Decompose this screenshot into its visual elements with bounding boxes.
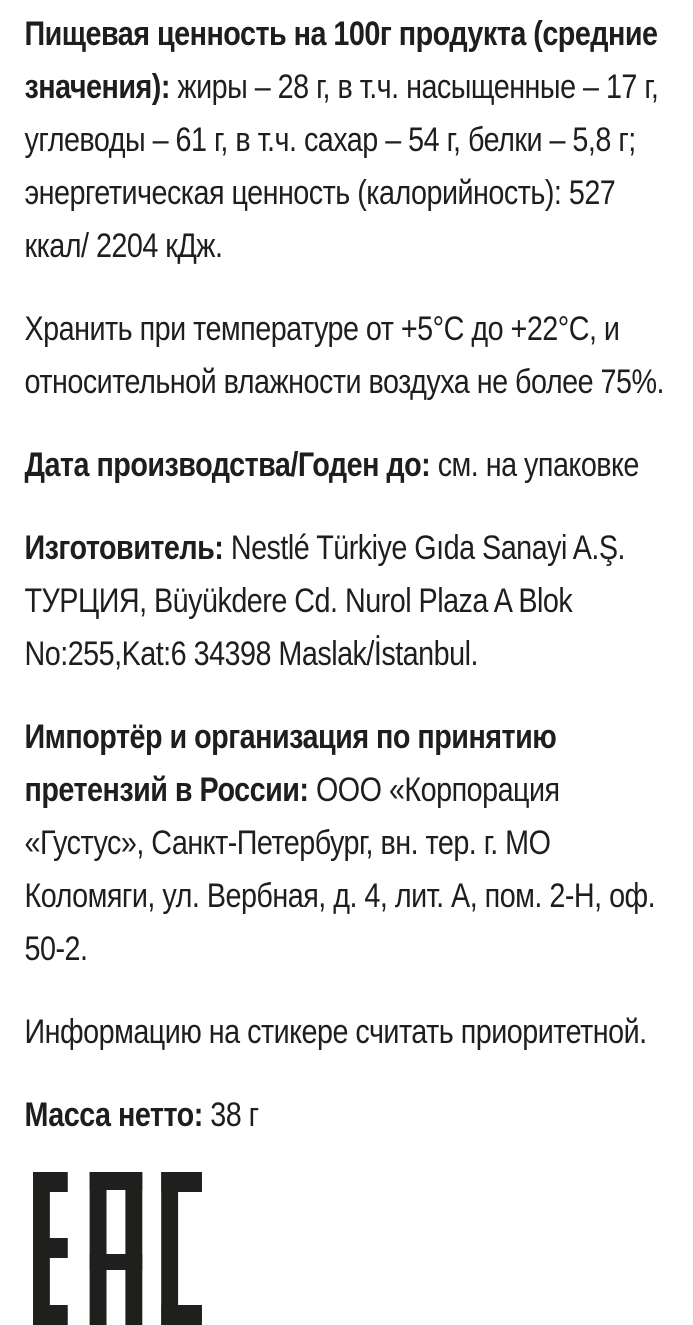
nutrition-info-paragraph: [25, 8, 668, 273]
storage-conditions-paragraph: [25, 303, 668, 409]
sticker-note-text: Информацию на стикере считать приоритетной.: [24, 1013, 647, 1051]
net-weight-paragraph: [25, 1089, 668, 1142]
manufacturer-label: Изготовитель:: [24, 529, 224, 567]
importer-label: Импортёр и организация по принятию претензий в России:: [24, 718, 557, 809]
nutrition-info-text: жиры – 28 г, в т.ч. насыщенные – 17 г, углеводы – 61 г, в т.ч. сахар – 54 г, белки – 5,8 г; энергетическая ценность (калорийность): 527 ккал/ 2204 кДж.: [24, 68, 659, 265]
storage-conditions-text: Хранить при температуре от +5°С до +22°С, и относительной влажности воздуха не более 75%.: [24, 310, 664, 401]
eac-conformity-mark: [33, 1172, 668, 1325]
nutrition-info-label: Пищевая ценность на 100г продукта (средние значения):: [24, 15, 658, 106]
manufacturer-paragraph: [25, 522, 668, 681]
manufacturer-text: Nestlé Türkiye Gıda Sanayi A.Ş. ТУРЦИЯ, Büyükdere Cd. Nurol Plaza A Blok No:255,Kat:6 34398 Maslak/İstanbul.: [24, 529, 625, 673]
importer-paragraph: [25, 711, 668, 976]
production-date-paragraph: [25, 439, 668, 492]
net-weight-label: Масса нетто:: [24, 1096, 203, 1134]
eac-conformity-icon: [33, 1172, 202, 1325]
importer-text: ООО «Корпорация «Густус», Санкт-Петербург, вн. тер. г. МО Коломяги, ул. Вербная, д. 4, лит. А, пом. 2-Н, оф. 50-2.: [24, 771, 656, 968]
sticker-note-paragraph: [25, 1006, 668, 1059]
production-date-text: см. на упаковке: [430, 446, 639, 484]
net-weight-text: 38 г: [202, 1096, 259, 1134]
production-date-label: Дата производства/Годен до:: [24, 446, 431, 484]
